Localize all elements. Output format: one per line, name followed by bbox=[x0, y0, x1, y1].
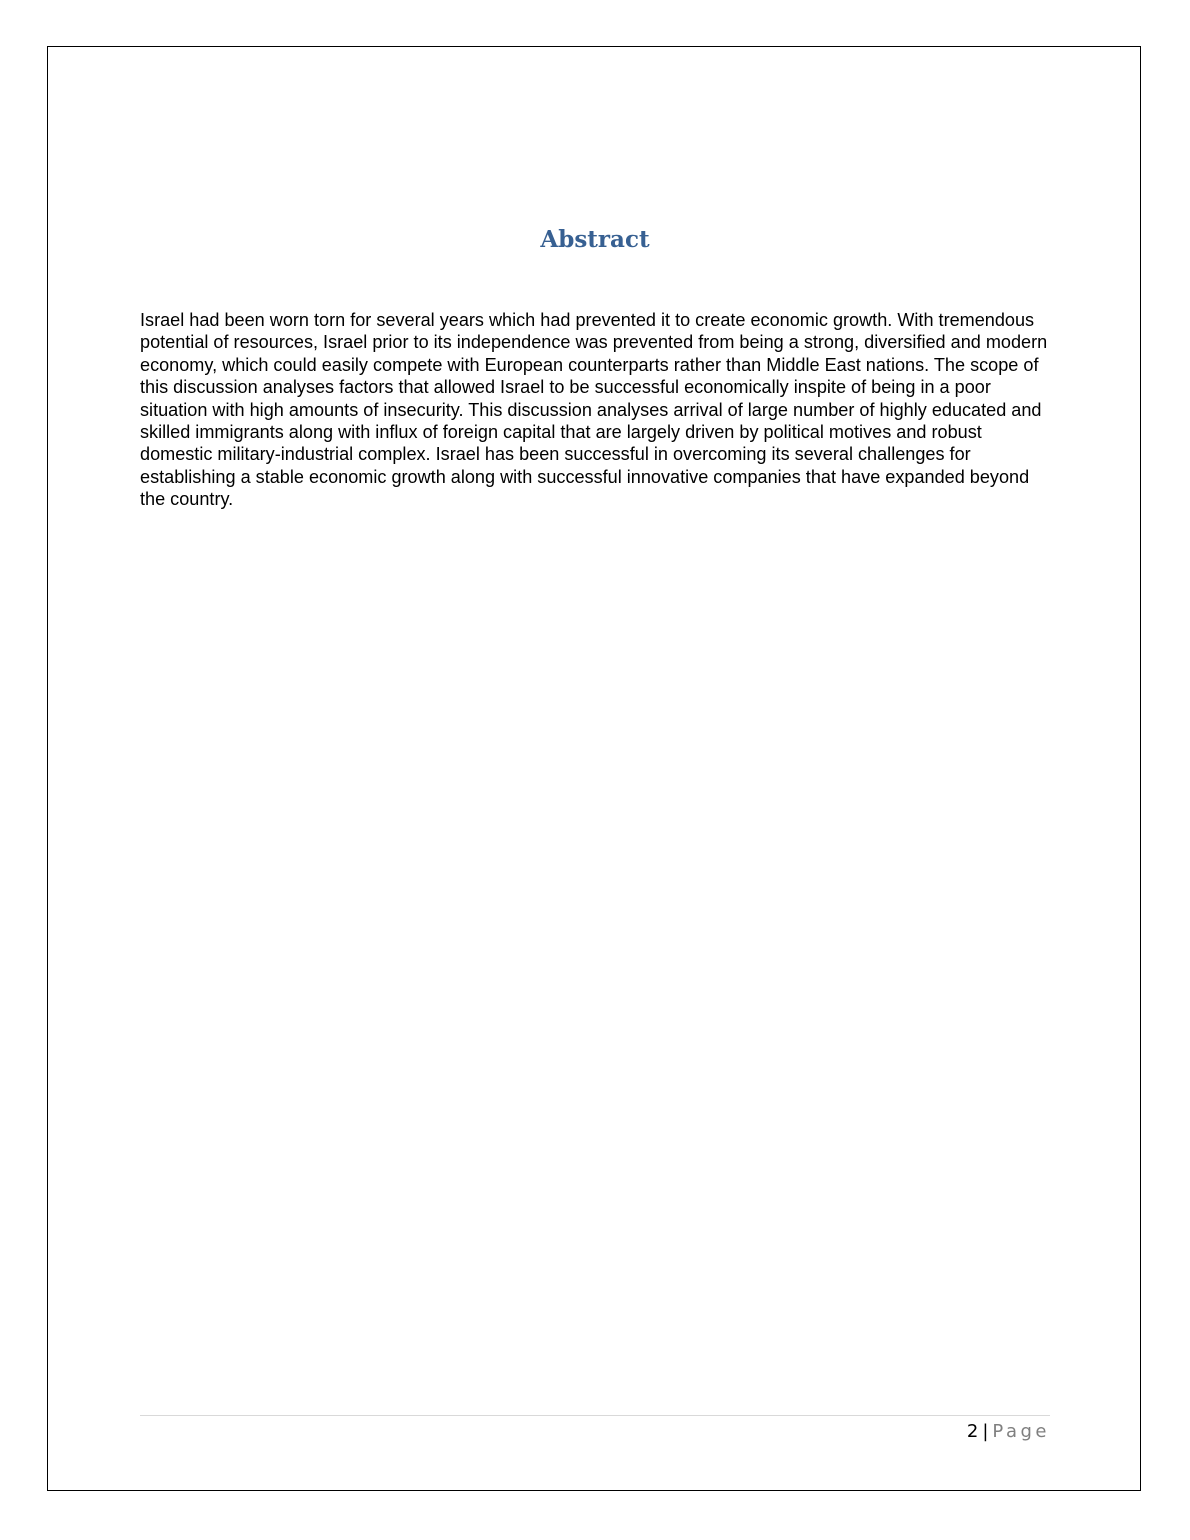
page-border bbox=[47, 46, 1141, 1491]
footer-divider bbox=[140, 1415, 1050, 1416]
page-label: Page bbox=[992, 1421, 1050, 1442]
page-number: 2 bbox=[966, 1421, 979, 1442]
abstract-paragraph: Israel had been worn torn for several years which had prevented it to create economic growth. With tremendous potential of resources, Israel prior to its independence was prevented from being a strong, diversified and modern economy, which could easily compete with European counterparts rather than Middle East nations. The scope of this discussion analyses factors that allowed Israel to be successful economically inspite of being in a poor situation with high amounts of insecurity. This discussion analyses arrival of large number of highly educated and skilled immigrants along with influx of foreign capital that are largely driven by political motives and robust domestic military-industrial complex. Israel has been successful in overcoming its several challenges for establishing a stable economic growth along with successful innovative companies that have expanded beyond the country. bbox=[140, 310, 1048, 510]
page-footer bbox=[967, 1419, 1050, 1445]
abstract-heading: Abstract bbox=[540, 226, 650, 253]
footer-separator: | bbox=[982, 1421, 989, 1442]
